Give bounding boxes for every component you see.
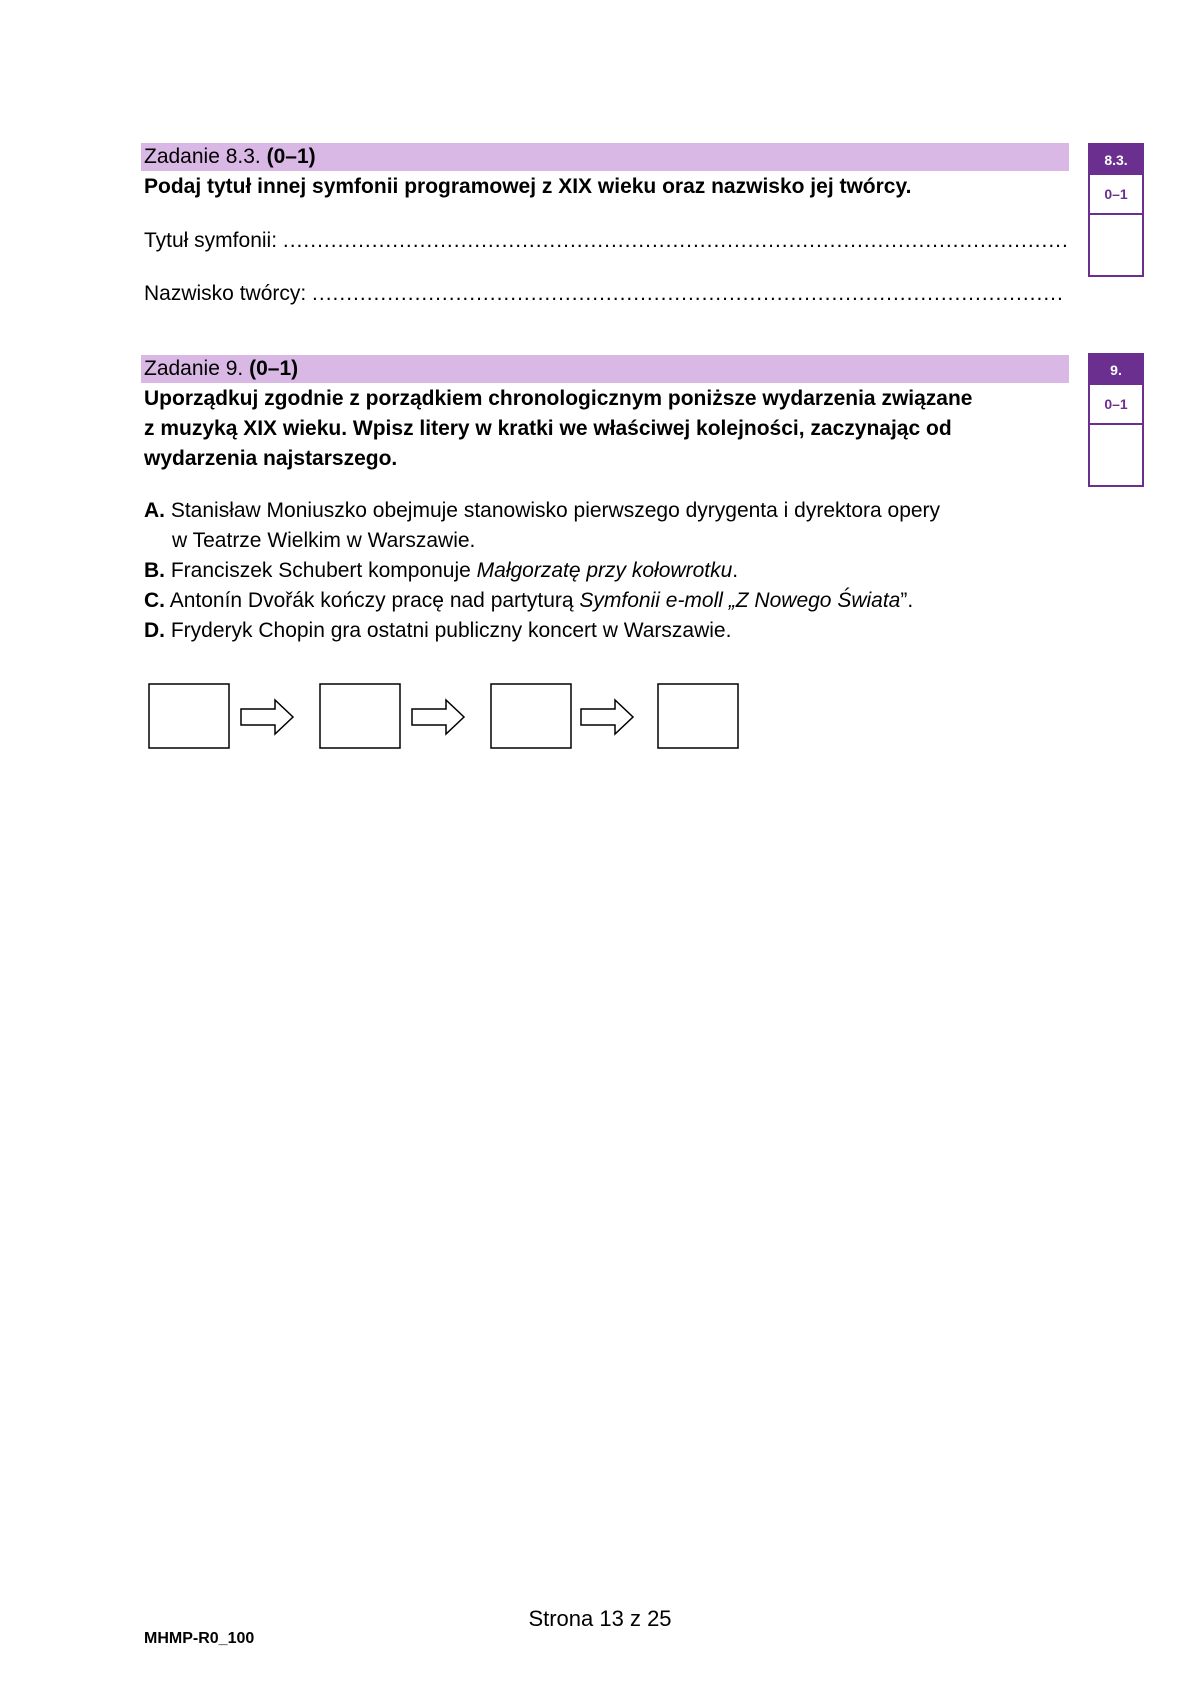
task-8-3-header (141, 143, 1069, 171)
symphony-title-field[interactable] (144, 227, 1069, 255)
event-item-b (144, 556, 738, 586)
arrow-right-icon (241, 700, 293, 734)
task-9-instruction-line-1: Uporządkuj zgodnie z porządkiem chronologicznym poniższe wydarzenia związane (144, 387, 973, 410)
task-9-instruction-line-3: wydarzenia najstarszego. (144, 447, 398, 470)
document-code: MHMP-R0_100 (144, 1630, 255, 1647)
event-text: Stanisław Moniuszko obejmuje stanowisko pierwszego dyrygenta i dyrektora opery (170, 499, 941, 522)
event-text-italic: Małgorzatę przy kołowrotku (476, 559, 733, 582)
task-9-instruction-line-2: z muzyką XIX wieku. Wpisz litery w kratki we właściwej kolejności, zaczynając od (144, 417, 952, 440)
composer-name-field[interactable] (144, 280, 1064, 308)
task-9-points: (0–1) (249, 357, 299, 380)
task-8-3-points: (0–1) (266, 145, 316, 168)
arrow-right-icon (581, 700, 633, 734)
composer-name-dots: .............................................................................................................. (312, 282, 1064, 305)
event-text: Franciszek Schubert komponuje (170, 559, 477, 582)
symphony-title-label: Tytuł symfonii: (144, 229, 278, 252)
arrow-right-icon (412, 700, 464, 734)
event-text: Antonín Dvořák kończy pracę nad partyturą (169, 589, 580, 612)
answer-box-1[interactable] (149, 684, 229, 748)
event-text-continued: w Teatrze Wielkim w Warszawie. (172, 529, 476, 552)
composer-name-label: Nazwisko twórcy: (144, 282, 307, 305)
event-text: Fryderyk Chopin gra ostatni publiczny koncert w Warszawie. (170, 619, 732, 642)
event-letter: A. (144, 499, 165, 522)
task-9-score-range: 0–1 (1090, 385, 1142, 425)
symphony-title-dots: ................................................................................................................... (282, 229, 1069, 252)
event-letter: C. (144, 589, 165, 612)
event-item-a (144, 496, 940, 556)
event-text-end: . (732, 559, 739, 582)
event-item-d (144, 616, 731, 646)
answer-box-3[interactable] (491, 684, 571, 748)
event-text-italic: Symfonii e-moll „Z Nowego Świata (579, 589, 901, 612)
event-letter: D. (144, 619, 165, 642)
task-9-score-field[interactable] (1090, 425, 1142, 485)
page-number: Strona 13 z 25 (528, 1606, 672, 1631)
event-text-end: ”. (900, 589, 914, 612)
event-letter: B. (144, 559, 165, 582)
task-8-3-score-range: 0–1 (1090, 175, 1142, 215)
answer-box-2[interactable] (320, 684, 400, 748)
answer-box-4[interactable] (658, 684, 738, 748)
event-item-c (144, 586, 913, 616)
task-8-3-score-box (1088, 143, 1144, 277)
task-9-instruction (144, 384, 972, 474)
task-9-header (141, 355, 1069, 383)
task-8-3-title: Zadanie 8.3. (144, 145, 261, 168)
sequence-diagram (148, 683, 748, 753)
task-8-3-score-number: 8.3. (1090, 145, 1142, 175)
task-8-3-score-field[interactable] (1090, 215, 1142, 275)
task-9-score-number: 9. (1090, 355, 1142, 385)
task-8-3-instruction: Podaj tytuł innej symfonii programowej z XIX wieku oraz nazwisko jej twórcy. (144, 175, 912, 198)
task-9-score-box (1088, 353, 1144, 487)
task-9-title: Zadanie 9. (144, 357, 244, 380)
